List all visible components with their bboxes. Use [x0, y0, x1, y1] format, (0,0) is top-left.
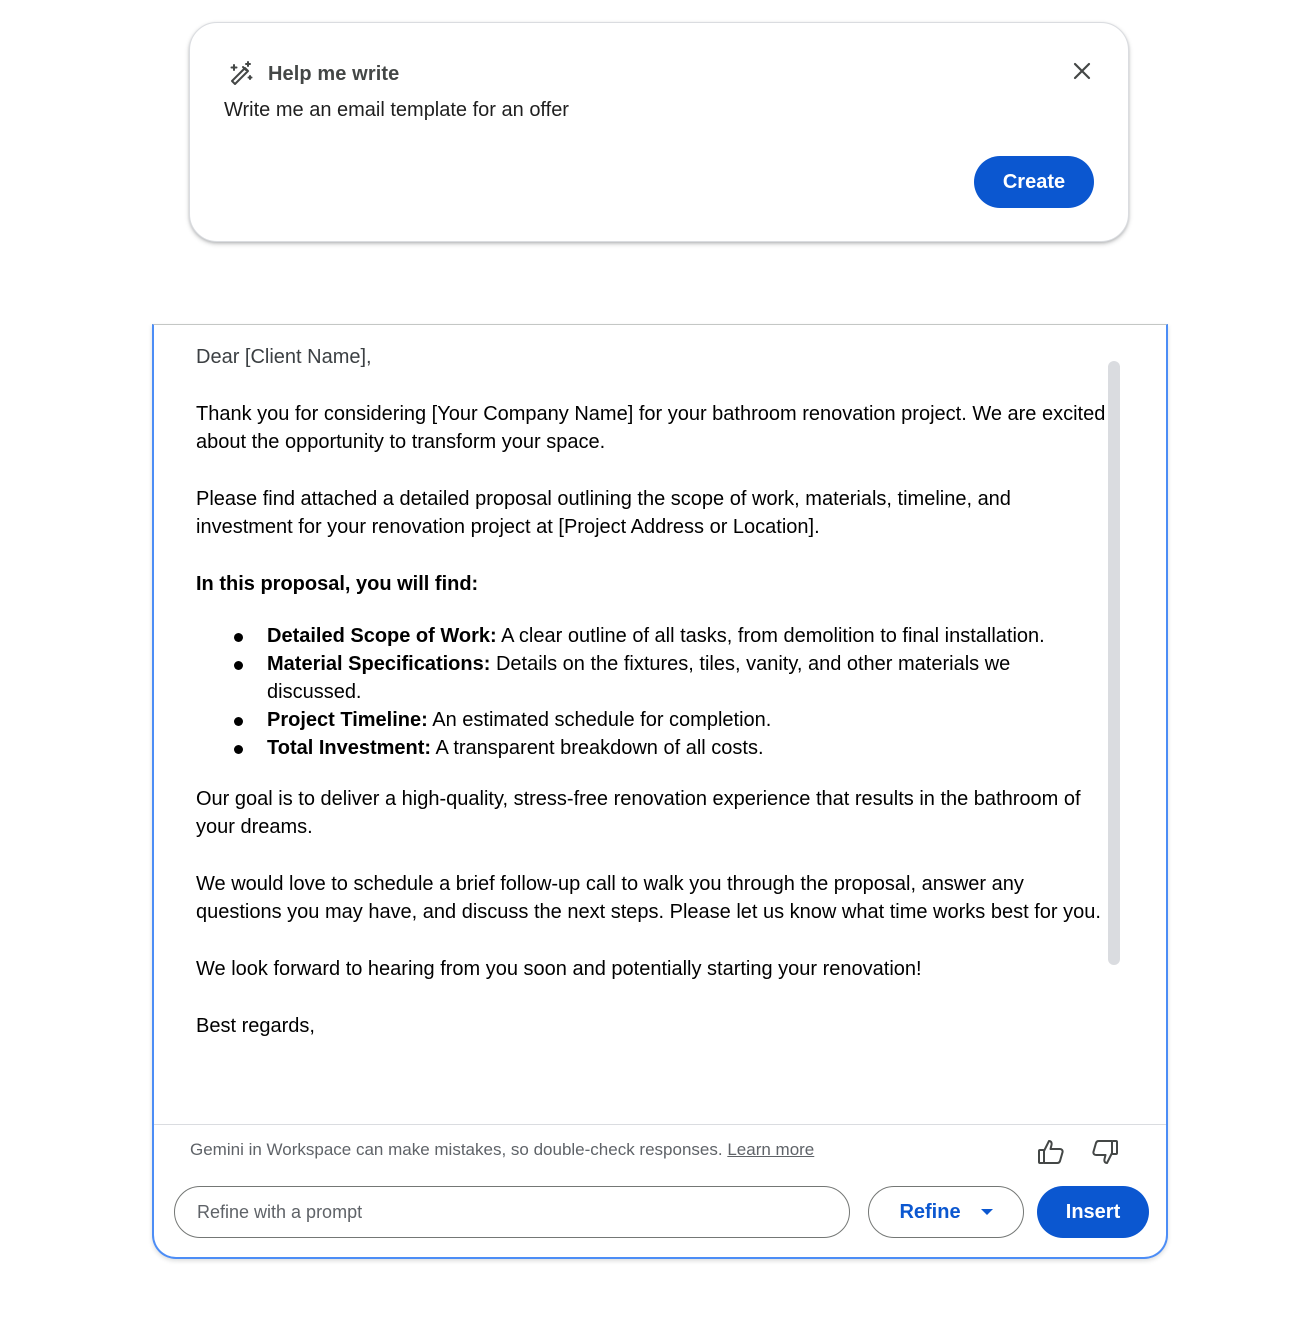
list-item-text: An estimated schedule for completion.	[427, 709, 772, 731]
close-icon	[1073, 62, 1091, 85]
scrollbar[interactable]	[1108, 361, 1120, 965]
thumbs-up-icon	[1036, 1137, 1066, 1172]
email-paragraph: Thank you for considering [Your Company Name] for your bathroom renovation project. We are excited about the opportunity to transform your space.	[196, 403, 1106, 453]
list-item-label: Project Timeline:	[267, 709, 428, 731]
generated-email-body	[196, 343, 1108, 1113]
thumbs-up-button[interactable]	[1034, 1137, 1068, 1171]
list-item	[196, 734, 1108, 762]
refine-button[interactable]	[868, 1186, 1024, 1238]
email-paragraph: We look forward to hearing from you soon and potentially starting your renovation!	[196, 958, 922, 980]
magic-pen-icon	[226, 60, 254, 88]
refine-prompt-input[interactable]	[174, 1186, 850, 1238]
list-item	[196, 622, 1108, 650]
list-item-text: A transparent breakdown of all costs.	[431, 737, 764, 759]
prompt-title: Help me write	[268, 62, 400, 85]
thumbs-down-icon	[1090, 1137, 1120, 1172]
list-heading: In this proposal, you will find:	[196, 573, 479, 595]
list-item-text: Details on the fixtures, tiles, vanity, and other materials we discussed.	[267, 653, 1011, 703]
disclaimer-text: Gemini in Workspace can make mistakes, so double-check responses.	[190, 1140, 723, 1159]
list-item	[196, 650, 1108, 706]
email-greeting: Dear [Client Name],	[196, 346, 372, 368]
caret-down-icon	[981, 1209, 993, 1215]
email-paragraph: We would love to schedule a brief follow-up call to walk you through the proposal, answer any questions you may have, and discuss the next steps. Please let us know what time works best for you.	[196, 873, 1101, 923]
email-signoff: Best regards,	[196, 1015, 315, 1037]
list-item-label: Total Investment:	[267, 737, 432, 759]
thumbs-down-button[interactable]	[1088, 1137, 1122, 1171]
prompt-header	[226, 59, 399, 89]
create-button[interactable]: Create	[974, 156, 1094, 208]
list-item-label: Material Specifications:	[267, 653, 491, 675]
help-me-write-card	[189, 22, 1129, 242]
proposal-list	[196, 622, 1108, 762]
close-button[interactable]	[1066, 57, 1098, 89]
insert-button[interactable]: Insert	[1037, 1186, 1149, 1238]
learn-more-link[interactable]: Learn more	[727, 1140, 815, 1159]
refine-button-label: Refine	[899, 1200, 961, 1223]
list-item-label: Detailed Scope of Work:	[267, 625, 497, 647]
list-item-text: A clear outline of all tasks, from demolition to final installation.	[496, 625, 1045, 647]
email-paragraph: Please find attached a detailed proposal outlining the scope of work, materials, timeline, and investment for your renovation project at [Project Address or Location].	[196, 488, 1011, 538]
prompt-text[interactable]: Write me an email template for an offer	[224, 99, 569, 121]
response-panel	[152, 324, 1168, 1259]
divider	[154, 1124, 1166, 1125]
disclaimer	[190, 1140, 814, 1160]
list-item	[196, 706, 1108, 734]
email-paragraph: Our goal is to deliver a high-quality, stress-free renovation experience that results in the bathroom of your dreams.	[196, 788, 1081, 838]
